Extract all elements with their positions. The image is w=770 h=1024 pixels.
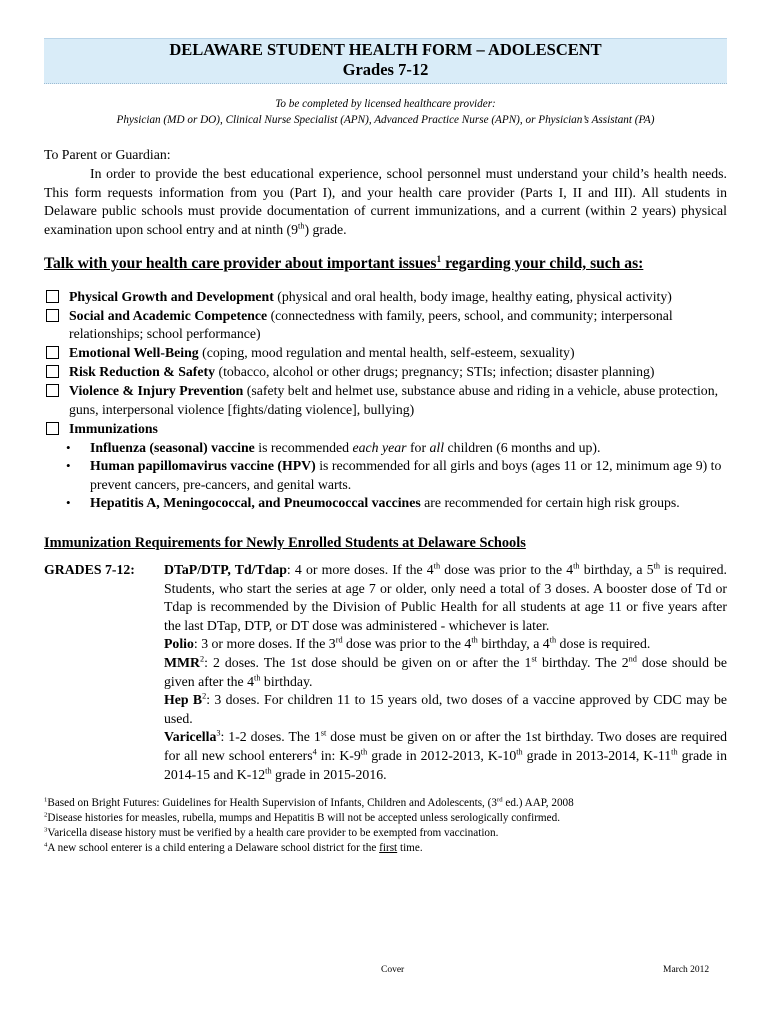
intro-paragraph (44, 165, 727, 240)
hepb-requirement (164, 691, 727, 728)
footnote (44, 841, 727, 856)
ordinal: th (360, 747, 368, 757)
mmr-requirement (164, 654, 727, 691)
ordinal: th (573, 561, 580, 571)
req-text: dose was prior to the 4 (342, 636, 472, 652)
footnote-text: time. (397, 841, 423, 854)
checkbox[interactable] (46, 422, 59, 435)
bullet-bold: Human papillomavirus vaccine (HPV) (90, 458, 316, 474)
ordinal: th (549, 635, 557, 645)
checklist-title: Immunizations (69, 420, 158, 436)
footnote-text: A new school enterer is a child entering a Delaware school district for the (47, 841, 380, 854)
vaccine-name: Varicella (164, 729, 217, 745)
checklist-desc: (connectedness with family, peers, school, and community; interpersonal relationships; school performance) (69, 307, 673, 342)
req-text: : 2 doses. The 1st dose should be given on or after the 1 (204, 654, 532, 670)
checklist-item (44, 382, 727, 419)
checklist-title: Social and Academic Competence (69, 307, 268, 323)
req-text: dose should be given after the 4 (164, 654, 727, 689)
vaccine-name: DTaP/DTP, Td/Tdap (164, 561, 287, 577)
req-text: grade in 2015-2016. (271, 766, 387, 782)
bullet-item (66, 457, 727, 494)
talk-heading-text: Talk with your health care provider about important issues (44, 254, 437, 272)
grades-label: Grades 7-12 (342, 60, 429, 79)
footnote-number: 1 (44, 796, 48, 804)
footer-date: March 2012 (663, 965, 710, 975)
varicella-requirement (164, 728, 727, 784)
bullet-text: children (6 months and up). (444, 439, 601, 455)
checkbox[interactable] (46, 290, 59, 303)
dtap-requirement (164, 561, 727, 635)
checklist-title: Physical Growth and Development (69, 288, 274, 304)
footnote-number: 4 (44, 840, 48, 848)
checklist-item (44, 420, 727, 439)
footer-center: Cover (381, 965, 405, 975)
checkbox[interactable] (46, 346, 59, 359)
title-banner (44, 38, 727, 84)
form-page (44, 38, 727, 855)
ordinal: th (254, 672, 261, 682)
intro-section (44, 146, 727, 240)
requirements-block (44, 561, 727, 784)
bullet-text: is recommended for all girls and boys (ages 11 or 12, minimum age 9) to prevent cancers, pre-cancers, and genital warts. (90, 458, 722, 492)
ordinal: th (671, 747, 678, 757)
footnote-text: ed.) AAP, 2008 (502, 797, 574, 810)
talk-heading (44, 254, 727, 274)
checklist-desc: (safety belt and helmet use, substance abuse and riding in a vehicle, abuse protection, guns, interpersonal violence [fights/dating violence], bullying) (69, 383, 719, 417)
vaccine-name: Polio (164, 636, 194, 652)
requirements-heading: Immunization Requirements for Newly Enrolled Students at Delaware Schools (44, 534, 526, 551)
bullet-icon: • (66, 495, 71, 511)
footnote-text: Based on Bright Futures: Guidelines for Health Supervision of Infants, Children and Adolescents, (3 (47, 797, 497, 810)
footnote-underline: first (379, 841, 398, 854)
req-text: birthday. The 2 (536, 654, 629, 670)
footnote-number: 3 (44, 825, 48, 833)
footnote-ref: 4 (312, 747, 317, 757)
requirements-body (164, 561, 727, 784)
bullet-text: for (406, 439, 430, 455)
req-text: dose must be given on or after the 1st birthday. Two doses are required for all new school enterers (164, 729, 727, 763)
footnote-ref: 2 (200, 654, 205, 664)
req-text: : 4 or more doses. If the 4 (286, 561, 434, 577)
footnote (44, 811, 727, 826)
bullet-bold: Influenza (seasonal) vaccine (90, 439, 255, 455)
checklist-item (44, 288, 727, 307)
footnotes (44, 796, 727, 855)
footnote-ref: 1 (436, 254, 442, 265)
bullet-icon: • (66, 439, 71, 455)
req-text: dose is required. (556, 636, 651, 652)
req-text: birthday. (260, 673, 313, 689)
checklist-item (44, 307, 727, 344)
req-text: : 3 or more doses. If the 3 (193, 636, 336, 652)
bullet-icon: • (66, 458, 71, 474)
req-text: dose was prior to the 4 (440, 561, 574, 577)
req-text: birthday, a 5 (579, 561, 654, 577)
grades-label: GRADES 7-12: (44, 561, 135, 577)
checklist-desc: (physical and oral health, body image, healthy eating, physical activity) (273, 288, 672, 304)
salutation: To Parent or Guardian: (44, 147, 171, 162)
intro-text: In order to provide the best educational experience, school personnel must understand your child’s health needs. This form requests information from you (Part I), and your health care provider (Parts I, II and III). All students in Delaware public schools must provide documentation of current immunizations, and a current (within 2 years) physical examination upon school entry and at ninth (9 (44, 165, 727, 238)
vaccine-name: MMR (164, 654, 201, 670)
bullet-text: is recommended (254, 439, 353, 455)
footnote-ref: 3 (216, 728, 221, 738)
bullet-italic: each year (352, 439, 407, 455)
ordinal: th (471, 635, 478, 645)
checkbox[interactable] (46, 384, 59, 397)
checklist-item (44, 363, 727, 382)
checklist-item (44, 344, 727, 363)
ordinal: st (320, 728, 327, 738)
checkbox[interactable] (46, 309, 59, 322)
checklist-title: Violence & Injury Prevention (69, 383, 244, 399)
footnote (44, 796, 727, 811)
checklist-desc: (tobacco, alcohol or other drugs; pregnancy; STIs; infection; disaster planning) (215, 364, 655, 380)
bullet-text: are recommended for certain high risk groups. (420, 495, 680, 511)
ordinal: th (516, 747, 523, 757)
footnote-text: Disease histories for measles, rubella, mumps and Hepatitis B will not be accepted unless serologically confirmed. (47, 811, 560, 824)
bullet-italic: all (429, 439, 445, 455)
checklist-desc: (coping, mood regulation and mental health, self-esteem, sexuality) (198, 345, 575, 361)
ordinal: th (433, 561, 441, 571)
req-text: grade in 2012-2013, K-10 (367, 747, 517, 763)
ordinal: st (531, 654, 537, 664)
talk-heading-text-end: regarding your child, such as: (441, 254, 644, 272)
topic-checklist (44, 288, 727, 513)
form-title: DELAWARE STUDENT HEALTH FORM – ADOLESCENT (169, 40, 602, 59)
bullet-item (66, 439, 727, 458)
intro-sup: th (298, 221, 305, 231)
providers-text: Physician (MD or DO), Clinical Nurse Specialist (APN), Advanced Practice Nurse (APN), or Physician’s Assistant (PA) (116, 114, 655, 126)
footnote-ref: 2 (202, 691, 207, 701)
checkbox[interactable] (46, 365, 59, 378)
bullet-item (66, 494, 727, 513)
req-text: grade in 2013-2014, K-11 (522, 747, 672, 763)
footnote-text: Varicella disease history must be verified by a health care provider to be exempted from vaccination. (47, 826, 499, 839)
ordinal: th (265, 765, 272, 775)
completed-by-text: To be completed by licensed healthcare provider: (275, 98, 496, 110)
req-text: : 1-2 doses. The 1 (220, 729, 321, 745)
polio-requirement (164, 635, 727, 654)
vaccine-name: Hep B (164, 692, 203, 708)
req-text: : 3 doses. For children 11 to 15 years old, two doses of a vaccine approved by CDC may be used. (164, 692, 727, 726)
footnote-number: 2 (44, 811, 48, 819)
bullet-bold: Hepatitis A, Meningococcal, and Pneumococcal vaccines (90, 495, 421, 511)
intro-text-end: ) grade. (304, 222, 347, 238)
checklist-title: Risk Reduction & Safety (69, 364, 216, 380)
footnote (44, 826, 727, 841)
req-text: in: K-9 (316, 747, 361, 763)
ordinal: rd (496, 796, 503, 804)
req-text: grade in 2014-15 and K-12 (164, 747, 727, 782)
checklist-title: Emotional Well-Being (69, 345, 199, 361)
ordinal: nd (628, 654, 637, 664)
ordinal: rd (335, 635, 343, 645)
req-text: birthday, a 4 (477, 636, 550, 652)
provider-note (44, 96, 727, 128)
ordinal: th (653, 561, 661, 571)
req-text: is required. Students, who start the series at age 7 or older, only need a total of 3 doses. A booster dose of Td or Tdap is recommended by the Division of Public Health for all students at age 11 or five years after the last DTap, DTP, or DT dose was administered - whichever is later. (164, 561, 728, 633)
